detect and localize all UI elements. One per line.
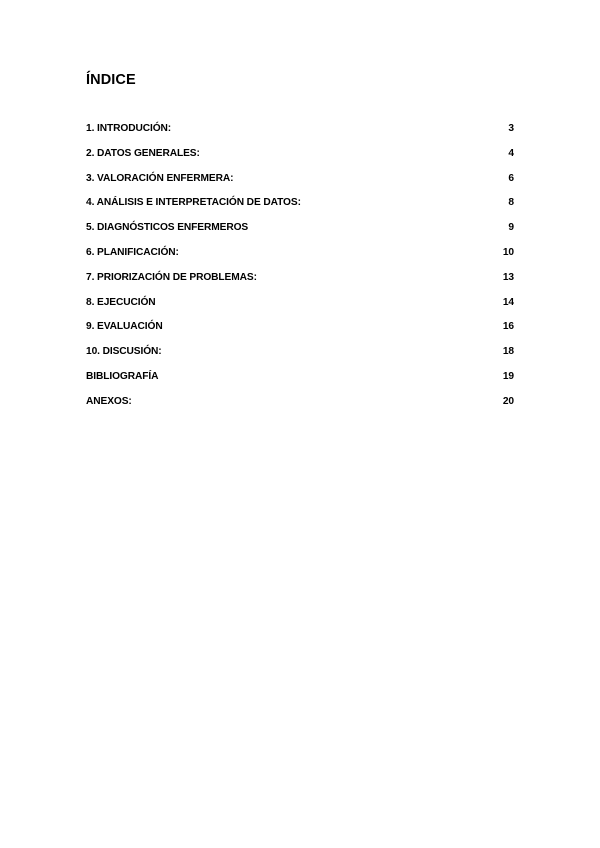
toc-entry-page: 16 — [502, 321, 514, 333]
toc-entry-datos-generales[interactable] — [86, 148, 514, 173]
toc-entry-priorizacion-problemas[interactable] — [86, 272, 514, 297]
toc-entry-label: 9. EVALUACIÓN — [86, 321, 163, 333]
toc-entry-planificacion[interactable] — [86, 247, 514, 272]
toc-entry-label: 10. DISCUSIÓN: — [86, 346, 162, 358]
toc-entry-page: 18 — [502, 346, 514, 358]
toc-entry-page: 20 — [502, 395, 514, 407]
toc-entry-page: 9 — [508, 222, 514, 234]
toc-entry-label: 7. PRIORIZACIÓN DE PROBLEMAS: — [86, 271, 257, 283]
toc-entry-evaluacion[interactable] — [86, 321, 514, 346]
toc-entry-introduccion[interactable] — [86, 123, 514, 148]
table-of-contents — [86, 123, 514, 421]
toc-entry-diagnosticos-enfermeros[interactable] — [86, 222, 514, 247]
toc-entry-page: 19 — [502, 370, 514, 382]
toc-entry-bibliografia[interactable] — [86, 371, 514, 396]
toc-entry-label: 3. VALORACIÓN ENFERMERA: — [86, 172, 234, 184]
toc-entry-anexos[interactable] — [86, 396, 514, 421]
toc-entry-label: 2. DATOS GENERALES: — [86, 147, 200, 159]
toc-entry-analisis-datos[interactable] — [86, 197, 514, 222]
toc-entry-label: BIBLIOGRAFÍA — [86, 370, 159, 382]
toc-entry-page: 4 — [508, 147, 514, 159]
toc-entry-page: 6 — [508, 172, 514, 184]
toc-entry-label: 6. PLANIFICACIÓN: — [86, 246, 179, 258]
toc-entry-page: 3 — [508, 123, 514, 134]
toc-entry-page: 8 — [508, 197, 514, 209]
toc-entry-ejecucion[interactable] — [86, 297, 514, 322]
toc-entry-page: 14 — [502, 296, 514, 308]
page-title: ÍNDICE — [86, 72, 136, 88]
toc-entry-discusion[interactable] — [86, 346, 514, 371]
toc-entry-page: 10 — [502, 246, 514, 258]
toc-entry-label: 1. INTRODUCIÓN: — [86, 123, 172, 134]
toc-entry-label: 5. DIAGNÓSTICOS ENFERMEROS — [86, 222, 249, 234]
toc-entry-label: 4. ANÁLISIS E INTERPRETACIÓN DE DATOS: — [86, 197, 301, 209]
toc-entry-valoracion-enfermera[interactable] — [86, 173, 514, 198]
toc-entry-label: 8. EJECUCIÓN — [86, 296, 156, 308]
toc-entry-page: 13 — [502, 271, 514, 283]
toc-entry-label: ANEXOS: — [86, 395, 132, 407]
